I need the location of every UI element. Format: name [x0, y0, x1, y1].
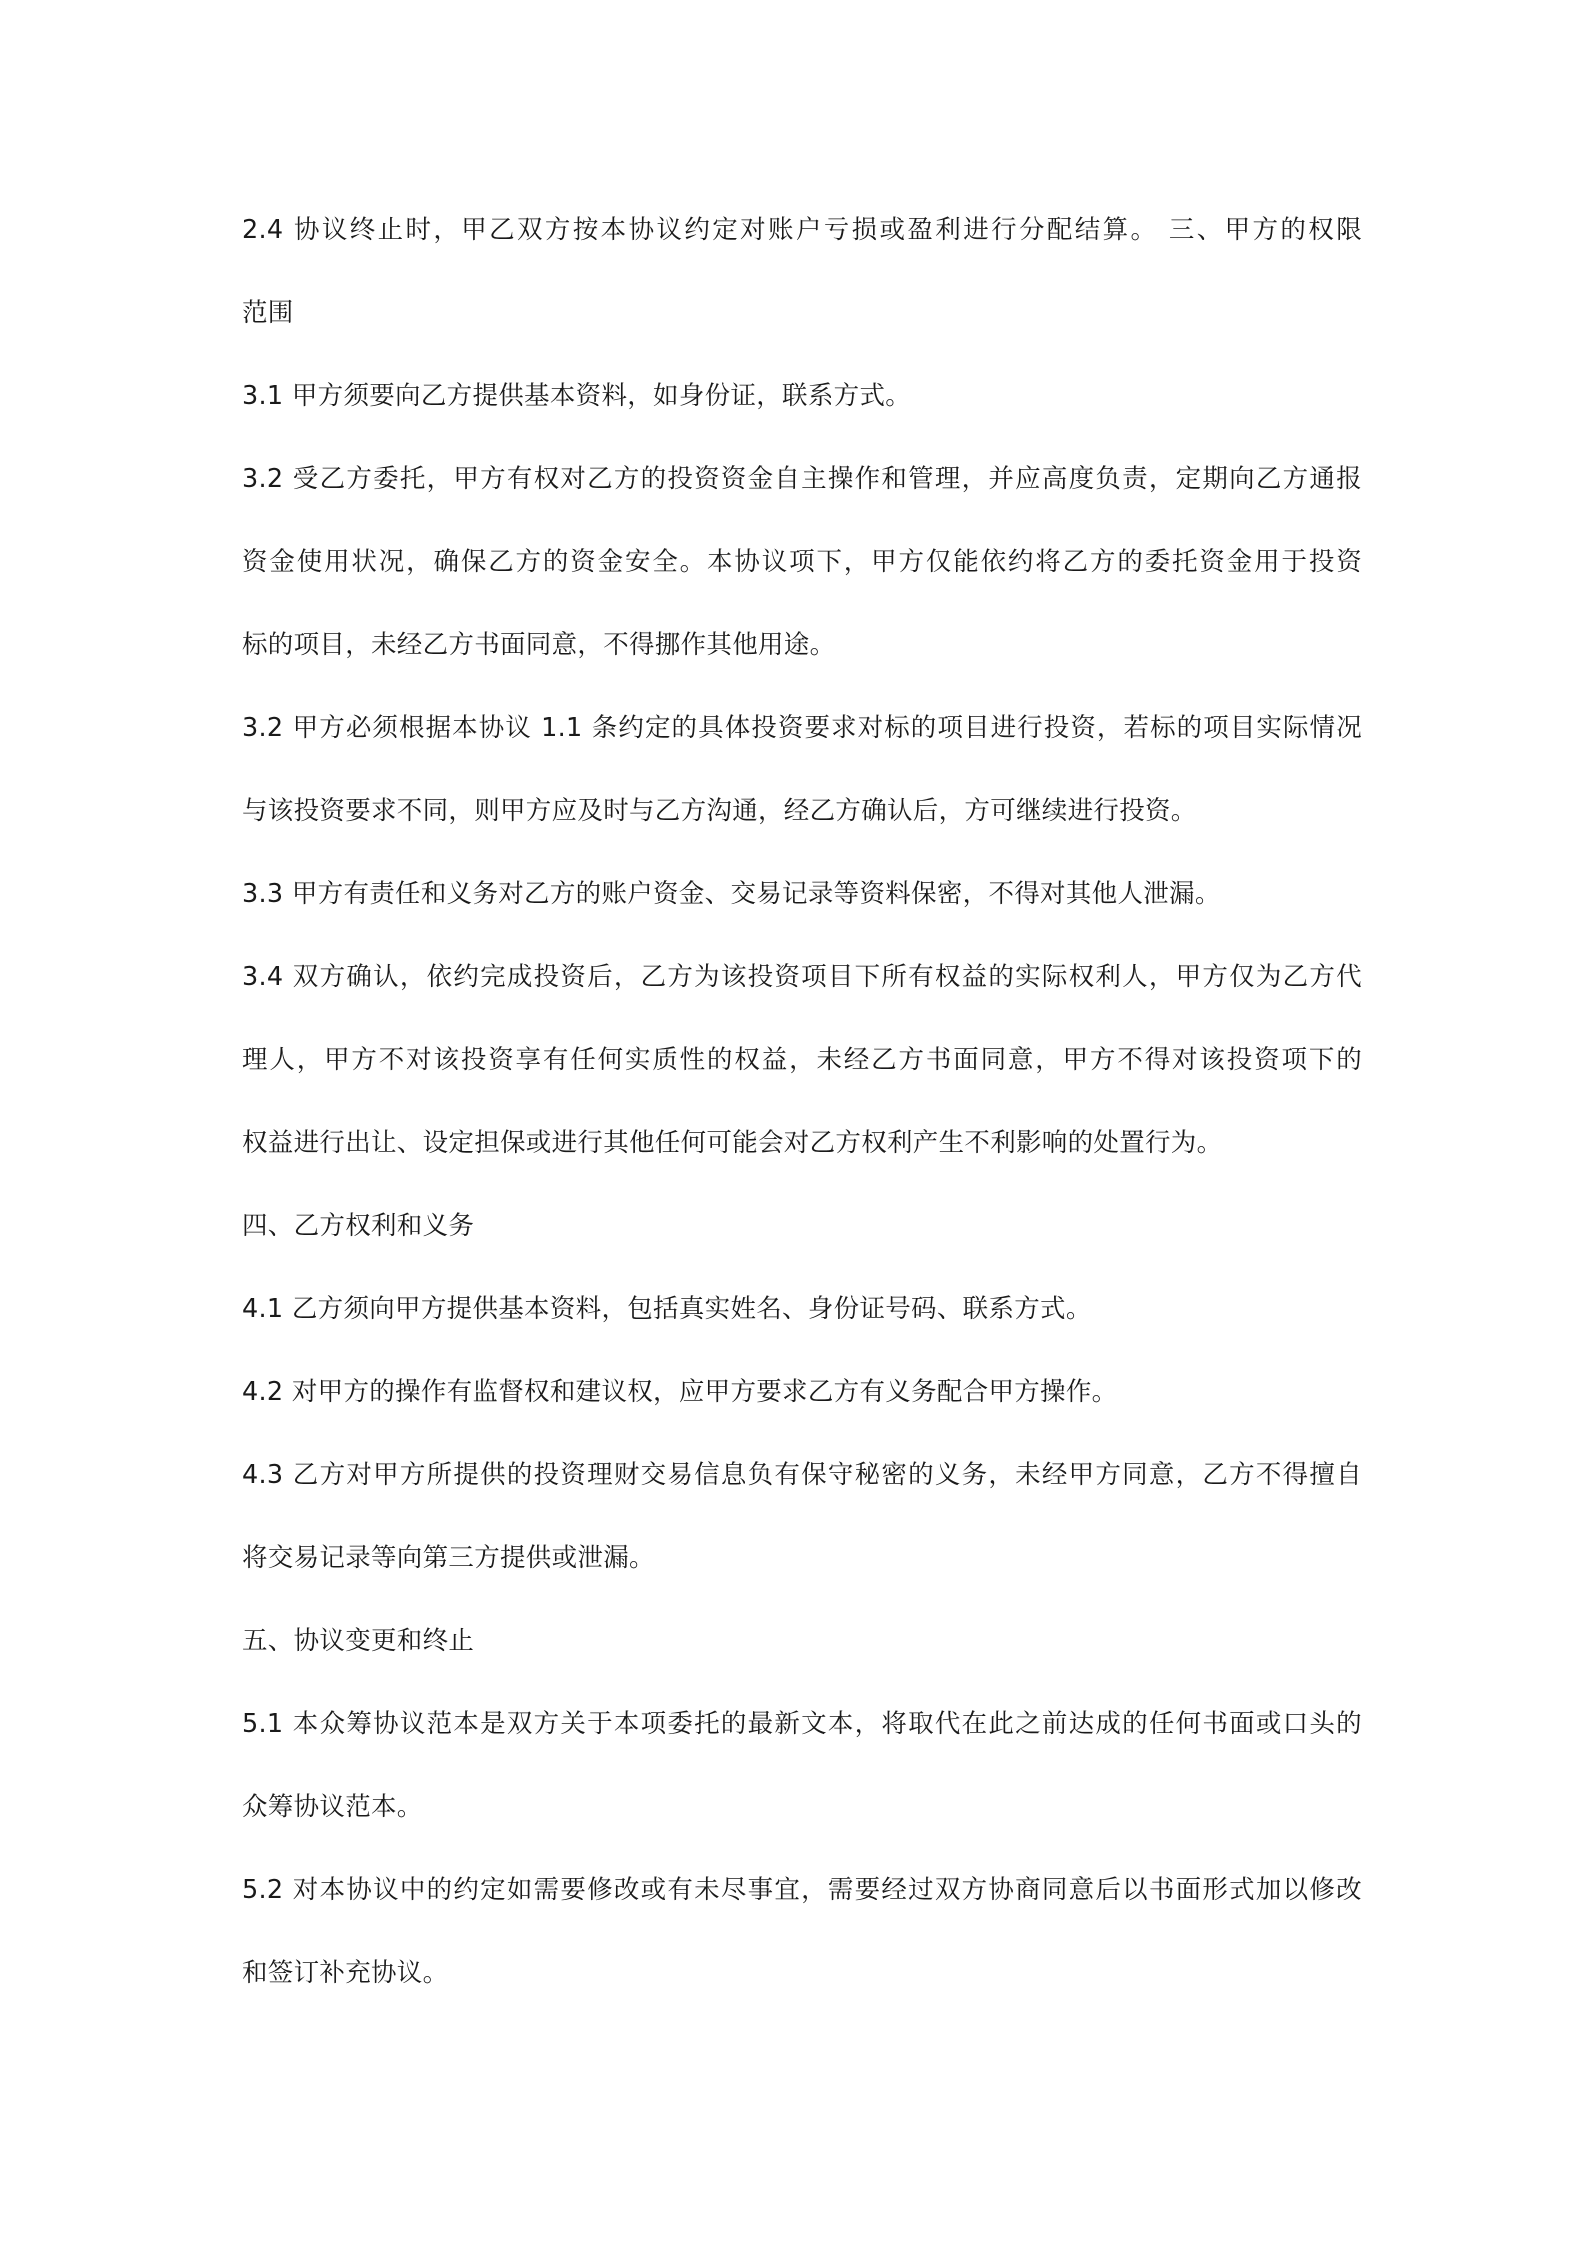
paragraph-3-2a-line-1: 3.2 受乙方委托，甲方有权对乙方的投资资金自主操作和管理，并应高度负责，定期向乙方通报 [242, 464, 1362, 494]
paragraph-3-2b-line-1: 3.2 甲方必须根据本协议 1.1 条约定的具体投资要求对标的项目进行投资，若标的项目实际情况 [242, 713, 1362, 743]
paragraph-2-4-line-1: 2.4 协议终止时，甲乙双方按本协议约定对账户亏损或盈利进行分配结算。 三、甲方的权限 [242, 215, 1362, 245]
paragraph-3-4-line-3: 权益进行出让、设定担保或进行其他任何可能会对乙方权利产生不利影响的处置行为。 [242, 1128, 1223, 1158]
paragraph-5-2-line-2: 和签订补充协议。 [242, 1958, 449, 1988]
paragraph-5-1-line-2: 众筹协议范本。 [242, 1792, 423, 1822]
section-heading-4: 四、乙方权利和义务 [242, 1211, 475, 1241]
paragraph-3-2a-line-3: 标的项目，未经乙方书面同意，不得挪作其他用途。 [242, 630, 836, 660]
paragraph-3-4-line-1: 3.4 双方确认，依约完成投资后，乙方为该投资项目下所有权益的实际权利人，甲方仅为乙方代 [242, 962, 1362, 992]
paragraph-5-1-line-1: 5.1 本众筹协议范本是双方关于本项委托的最新文本，将取代在此之前达成的任何书面或口头的 [242, 1709, 1362, 1739]
section-heading-5: 五、协议变更和终止 [242, 1626, 475, 1656]
paragraph-2-4-line-2: 范围 [242, 298, 294, 328]
paragraph-4-3-line-1: 4.3 乙方对甲方所提供的投资理财交易信息负有保守秘密的义务，未经甲方同意，乙方不得擅自 [242, 1460, 1362, 1490]
paragraph-5-2-line-1: 5.2 对本协议中的约定如需要修改或有未尽事宜，需要经过双方协商同意后以书面形式加以修改 [242, 1875, 1362, 1905]
paragraph-3-3: 3.3 甲方有责任和义务对乙方的账户资金、交易记录等资料保密，不得对其他人泄漏。 [242, 879, 1221, 909]
paragraph-4-2: 4.2 对甲方的操作有监督权和建议权，应甲方要求乙方有义务配合甲方操作。 [242, 1377, 1118, 1407]
paragraph-3-2b-line-2: 与该投资要求不同，则甲方应及时与乙方沟通，经乙方确认后，方可继续进行投资。 [242, 796, 1197, 826]
paragraph-4-3-line-2: 将交易记录等向第三方提供或泄漏。 [242, 1543, 655, 1573]
paragraph-4-1: 4.1 乙方须向甲方提供基本资料，包括真实姓名、身份证号码、联系方式。 [242, 1294, 1092, 1324]
paragraph-3-2a-line-2: 资金使用状况，确保乙方的资金安全。本协议项下，甲方仅能依约将乙方的委托资金用于投资 [242, 547, 1362, 577]
paragraph-3-4-line-2: 理人，甲方不对该投资享有任何实质性的权益，未经乙方书面同意，甲方不得对该投资项下的 [242, 1045, 1362, 1075]
paragraph-3-1: 3.1 甲方须要向乙方提供基本资料，如身份证，联系方式。 [242, 381, 912, 411]
